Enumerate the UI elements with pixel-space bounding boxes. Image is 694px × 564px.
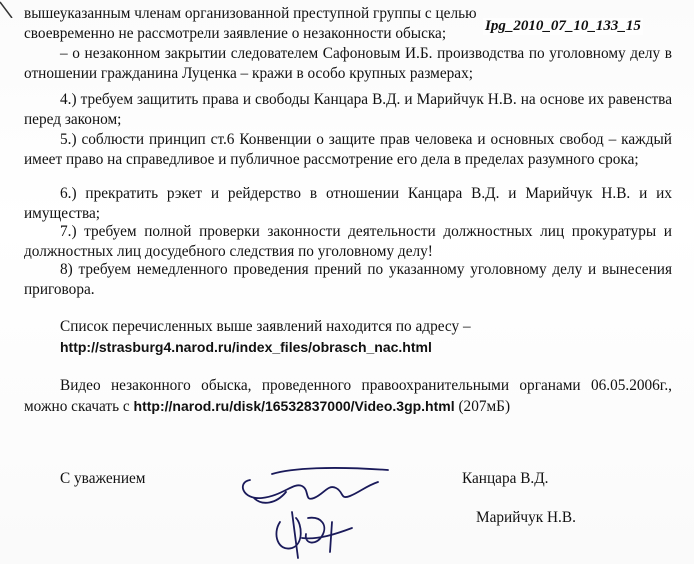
document-stamp: Ipg_2010_07_10_133_15 bbox=[485, 18, 641, 34]
video-size: (207мБ) bbox=[458, 398, 511, 415]
line-1: вышеуказанным членам организованной преступной группы с целью bbox=[24, 5, 477, 22]
list-info-text: Список перечисленных выше заявлений находится по адресу – bbox=[60, 318, 471, 335]
signer-2-name: Марийчук Н.В. bbox=[476, 509, 576, 526]
video-info-paragraph bbox=[24, 376, 672, 417]
line-1b: своевременно не рассмотрели заявление о незаконности обыска; bbox=[24, 25, 447, 42]
paragraph-6: 6.) прекратить рэкет и рейдерство в отношении Канцара В.Д. и Марийчук Н.В. и их имущества; bbox=[24, 185, 672, 222]
paragraph-8: 8) требуем немедленного проведения прений по указанному уголовному делу и вынесения приговора. bbox=[24, 261, 672, 298]
handwritten-signatures bbox=[232, 452, 402, 562]
video-link[interactable]: http://narod.ru/disk/16532837000/Video.3gp.html bbox=[133, 398, 455, 414]
paragraph-4: 4.) требуем защитить права и свободы Канцара В.Д. и Марийчук Н.В. на основе их равенства перед законом; bbox=[24, 91, 672, 128]
paragraph-5: 5.) соблюсти принцип ст.6 Конвенции о защите прав человека и основных свобод – каждый имеет право на справедливое и публичное рассмотрение его дела в пределах разумного срока; bbox=[24, 131, 672, 168]
list-info-link[interactable]: http://strasburg4.narod.ru/index_files/obrasch_nac.html bbox=[60, 339, 432, 355]
paragraph-7: 7.) требуем полной проверки законности деятельности должностных лиц прокуратуры и должностных лиц досудебного следствия по уголовному делу! bbox=[24, 223, 672, 260]
scan-corner-mark bbox=[0, 0, 14, 18]
regards-text: С уважением bbox=[60, 470, 146, 487]
signer-1-name: Канцара В.Д. bbox=[462, 470, 549, 487]
list-info-url-line bbox=[24, 337, 672, 358]
video-info-text: Видео незаконного обыска, проведенного правоохранительными органами 06.05.2006г., можно скачать с bbox=[24, 377, 672, 415]
paragraph-closure: – о незаконном закрытии следователем Сафоновым И.Б. производства по уголовному делу в отношении гражданина Луценка – кражи в особо крупных размерах; bbox=[24, 45, 672, 82]
